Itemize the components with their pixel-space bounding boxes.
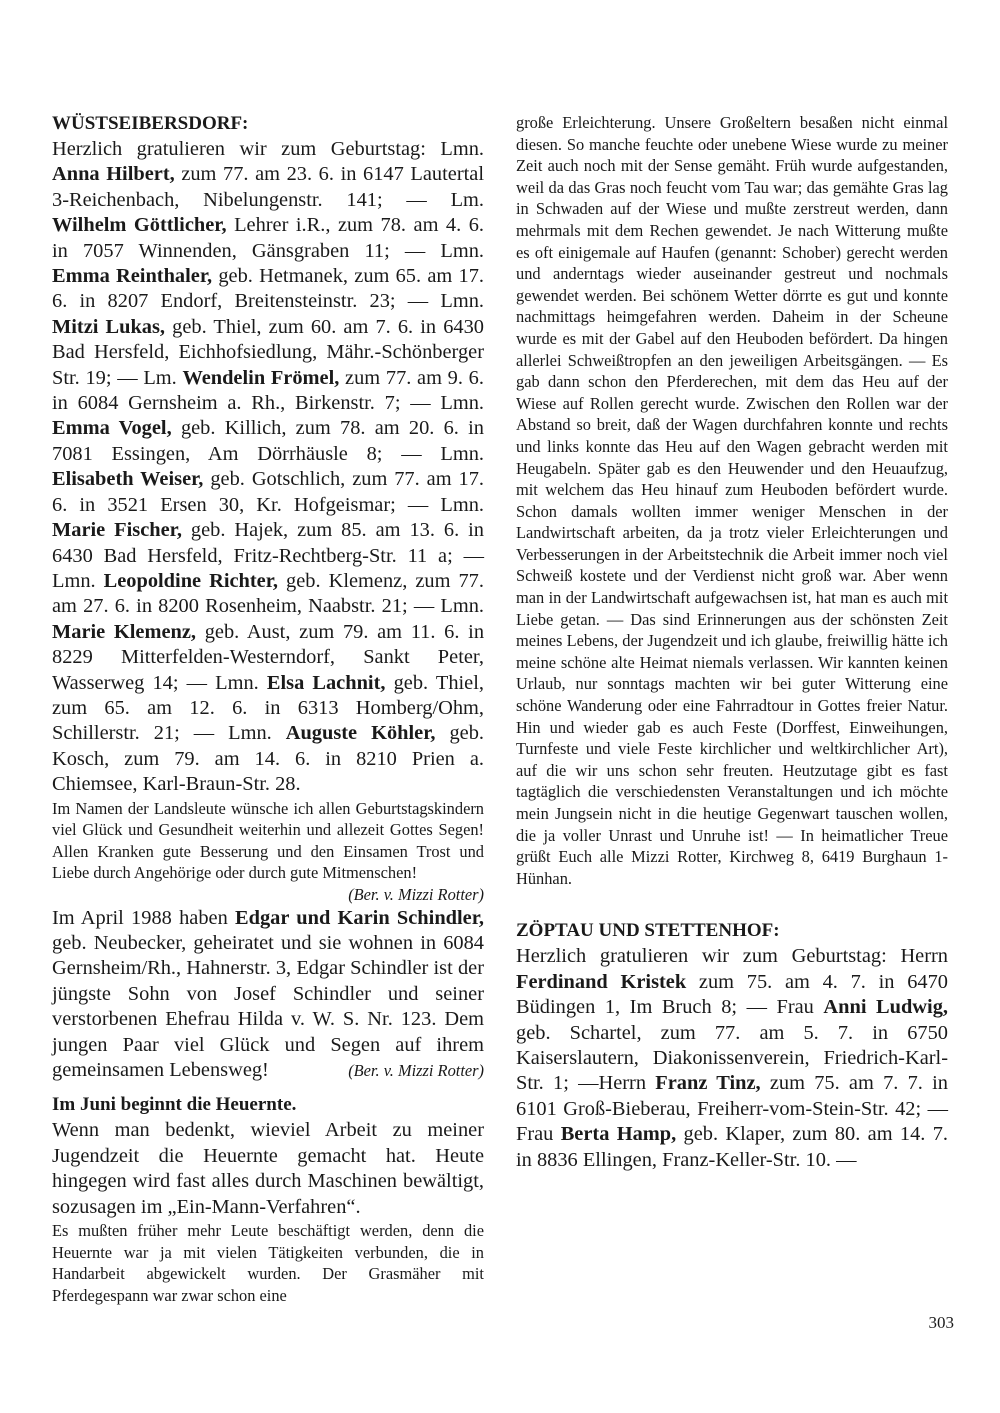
birthday-list-wuestseibersdorf: Herzlich gratulieren wir zum Geburtstag: Lmn. Anna Hilbert, zum 77. am 23. 6. in 6147 Lautertal 3-Reichenbach, Nibelungenstr. 141; — Lm. Wilhelm Göttlicher, Lehrer i.R., zum 78. am 4. 6. in 7057 Winnenden, Gänsgraben 11; — Lmn. Emma Reinthaler, geb. Hetmanek, zum 65. am 17. 6. in 8207 Endorf, Breitensteinstr. 23; — Lmn. Mitzi Lukas, geb. Thiel, zum 60. am 7. 6. in 6430 Bad Hersfeld, Eichhofsiedlung, Mähr.-Schönberger Str. 19; — Lm. Wendelin Frömel, zum 77. am 9. 6. in 6084 Gernsheim a. Rh., Birkenstr. 7; — Lmn. Emma Vogel, geb. Killich, zum 78. am 20. 6. in 7081 Essingen, Am Dörrhäusle 8; — Lmn. Elisabeth Weiser, geb. Gotschlich, zum 77. am 17. 6. in 3521 Ersen 30, Kr. Hofgeismar; — Lmn. Marie Fischer, geb. Hajek, zum 85. am 13. 6. in 6430 Bad Hersfeld, Fritz-Rechtberg-Str. 11 a; — Lmn. Leopoldine Richter, geb. Klemenz, zum 77. am 27. 6. in 8200 Rosenheim, Naabstr. 21; — Lmn. Marie Klemenz, geb. Aust, zum 79. am 11. 6. in 8229 Mitterfelden-Westerndorf, Sankt Peter, Wasserweg 14; — Lmn. Elsa Lachnit, geb. Thiel, zum 65. am 12. 6. in 6313 Homberg/Ohm, Schillerstr. 21; — Lmn. Auguste Köhler, geb. Kosch, zum 79. am 14. 6. in 8210 Prien a. Chiemsee, Karl-Braun-Str. 28.	[52, 138, 485, 796]
person-name: Elisabeth Weiser,	[52, 468, 204, 491]
report-credit: (Ber. v. Mizzi Rotter)	[348, 884, 484, 904]
birthday-list-zoeptau: Herzlich gratulieren wir zum Geburtstag: Herrn Ferdinand Kristek zum 75. am 4. 7. in 6470 Büdingen 1, Im Bruch 8; — Frau Anni Ludwig, geb. Schartel, zum 77. am 5. 7. in 6750 Kaiserslautern, Diakonissenverein, Friedrich-Karl-Str. 1; —Herrn Franz Tinz, zum 75. am 7. 7. in 6101 Groß-Bieberau, Freiherr-vom-Stein-Str. 42; — Frau Berta Hamp, geb. Klaper, zum 80. am 14. 7. in 8836 Ellingen, Franz-Keller-Str. 10. —	[516, 945, 948, 1171]
wedding-notice	[52, 906, 484, 1084]
person-name: Wendelin Frömel,	[182, 366, 340, 389]
person-name: Anna Hilbert,	[52, 163, 175, 186]
hay-harvest-text-continued: große Erleichterung. Unsere Großeltern besaßen nicht einmal diesen. So manche feuchte oder unebene Wiese wurde zu meiner Zeit auch noch mit der Sense gemäht. Früh wurde aufgestanden, weil da das Gras noch feucht vom Tau war; das gemähte Gras lag in Schwaden auf der Wiese und mußte zerstreut werden, dann mehrmals mit dem Rechen gewendet. Je nach Witterung mußte es oft einigemale auf Haufen (genannt: Schober) gerecht werden und anderntags wieder auseinander gestreut und nochmals gewendet werden. Bei schönem Wetter dörrte es gut und konnte nachmittags heimgefahren werden. Daheim in der Scheune wurde es mit der Gabel auf den Heuboden befördert. Da hingen allerlei Schweißtropfen an den jeweiligen Arbeitsgängen. — Es gab dann schon den Pferderechen, mit dem das Heu auf der Wiese auf Rollen gerecht wurde. Zwischen den Rollen war der Abstand so breit, daß der Wagen durchfahren konnte und rechts und links konnte das Heu auf den Wagen gebracht werden mit Heugabeln. Später gab es den Heuwender und den Heuaufzug, mit welchem das Heu hinauf zum Heuboden befördert wurde. Schon damals wollten immer weniger Menschen in der Landwirtschaft arbeiten, da ja trotz vieler Erleichterungen und Verbesserungen in der Arbeitstechnik die Arbeit immer noch viel Schweiß kostete und der Verdienst nicht groß war. Aber wenn man in der Landwirtschaft aufgewachsen ist, hat man es auch mit Liebe getan. — Das sind Erinnerungen aus der schönsten Zeit meines Lebens, der Jugendzeit und ich glaube, freiwillig hätte ich meine schöne alte Heimat niemals verlassen. Wir kannten keinen Urlaub, nur sonntags machten wir bei guter Witterung eine schöne Wanderung oder eine Fahrradtour in Gottes freier Natur. Hin und wieder gab es auch Feste (Dorffest, Einweihungen, Turnfeste und viele Feste kirchlicher und weltkirchlicher Art), auf die wir uns schon sehr freuten. Heutzutage gibt es fast tagtäglich die verschiedensten Veranstaltungen und ich möchte mein Jungsein nicht in die heutige Gegenwart tauschen wollen, die ja voller Unrast und Unruhe ist! — In heimatlicher Treue grüßt Euch alle Mizzi Rotter, Kirchweg 8, 6419 Burghaun 1-Hünhan.	[516, 113, 948, 888]
hay-harvest-intro: Wenn man bedenkt, wieviel Arbeit zu meiner Jugendzeit die Heuernte gemacht hat. Heute hingegen wird fast alles durch Maschinen bewältigt, sozusagen im „Ein-Mann-Verfahren“.	[52, 1119, 484, 1218]
person-name: Elsa Lachnit,	[266, 671, 386, 694]
person-name: Leopoldine Richter,	[103, 569, 279, 592]
person-name: Emma Reinthaler,	[52, 265, 213, 288]
person-name: Ferdinand Kristek	[516, 970, 687, 993]
report-credit-wedding: (Ber. v. Mizzi Rotter)	[348, 1060, 484, 1080]
section-heading-wuestseibersdorf: WÜSTSEIBERSDORF:	[52, 113, 249, 134]
right-column	[516, 112, 948, 1173]
person-name: Auguste Köhler,	[285, 722, 436, 745]
hay-harvest-heading: Im Juni beginnt die Heuernte.	[52, 1094, 297, 1116]
birthday-wishes: Im Namen der Landsleute wünsche ich allen Geburtstagskindern viel Glück und Gesundheit weiterhin und allezeit Gottes Segen! Allen Kranken gute Besserung und den Einsamen Trost und Liebe durch Angehörige oder durch gute Mitmenschen!	[52, 798, 484, 883]
person-name: Marie Fischer,	[52, 519, 182, 542]
hay-harvest-text: Es mußten früher mehr Leute beschäftigt werden, denn die Heuernte war ja mit vielen Tätigkeiten verbunden, die in Handarbeit abgewickelt wurden. Der Grasmäher mit Pferdegespann war zwar schon eine	[52, 1221, 484, 1305]
page-number: 303	[928, 1313, 954, 1332]
section-heading-zoeptau: ZÖPTAU UND STETTENHOF:	[516, 920, 780, 942]
person-name: Mitzi Lukas,	[52, 315, 166, 338]
person-name: Emma Vogel,	[52, 417, 172, 440]
person-name: Berta Hamp,	[560, 1123, 677, 1146]
wedding-notice-text: Im April 1988 haben Edgar und Karin Schindler, geb. Neubecker, geheiratet und sie wohnen in 6084 Gernsheim/Rh., Hahnerstr. 3, Edgar Schindler ist der jüngste Sohn von Josef Schindler und seiner verstorbenen Ehefrau Hilda v. W. S. Nr. 123. Dem jungen Paar viel Glück und Segen auf ihrem gemeinsamen Lebensweg!	[52, 906, 484, 1081]
person-name: Edgar und Karin Schindler,	[235, 906, 484, 929]
person-name: Franz Tinz,	[655, 1072, 761, 1095]
person-name: Anni Ludwig,	[823, 996, 948, 1019]
left-column	[52, 112, 484, 1306]
person-name: Wilhelm Göttlicher,	[52, 214, 227, 237]
person-name: Marie Klemenz,	[52, 620, 197, 643]
